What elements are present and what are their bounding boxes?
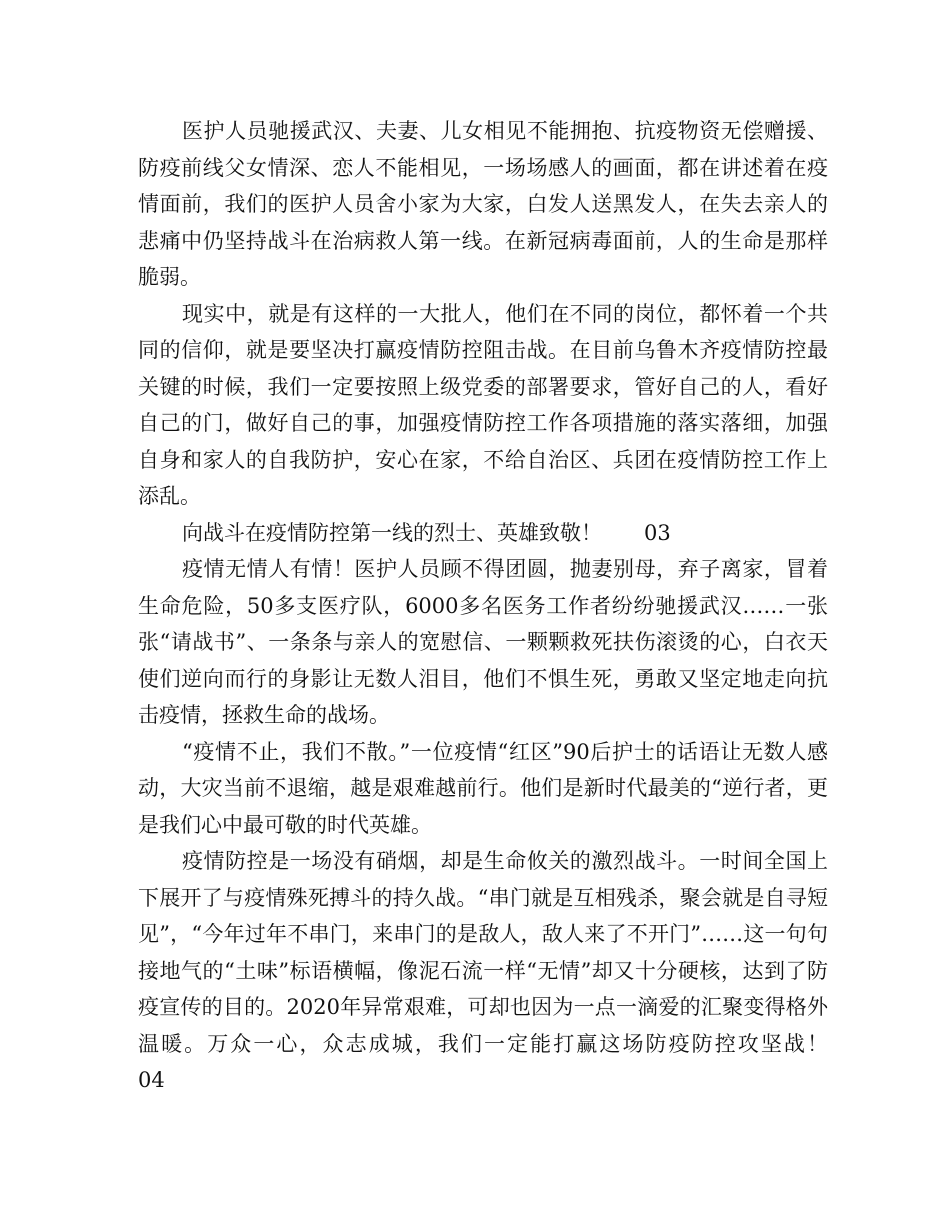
paragraph-nurse-quote: “疫情不止，我们不散。”一位疫情“红区”90后护士的话语让无数人感动，大灾当前不退缩，越是艰难越前行。他们是新时代最美的“逆行者，更是我们心中最可敬的时代英雄。 [138, 739, 828, 837]
paragraph-prevention-battle: 疫情防控是一场没有硝烟，却是生命攸关的激烈战斗。一时间全国上下展开了与疫情殊死搏斗的持久战。“串门就是互相残杀，聚会就是自寻短见”，“今年过年不串门，来串门的是敌人，敌人来了不开门”……这一句句接地气的“土味”标语横幅，像泥石流一样“无情”却又十分硬核，达到了防疫宣传的目的。2020年异常艰难，可却也因为一点一滴爱的汇聚变得格外温暖。万众一心，众志成城，我们一定能打赢这场防疫防控攻坚战！ 04 [138, 849, 870, 1092]
paragraph-medical-staff: 医护人员驰援武汉、夫妻、儿女相见不能拥抱、抗疫物资无偿赠援、防疫前线父女情深、恋人不能相见，一场场感人的画面，都在讲述着在疫情面前，我们的医护人员舍小家为大家，白发人送黑发人，在失去亲人的悲痛中仍坚持战斗在治病救人第一线。在新冠病毒面前，人的生命是那样脆弱。 [138, 119, 828, 289]
paragraph-heartfelt: 疫情无情人有情！医护人员顾不得团圆，抛妻别母，弃子离家，冒着生命危险，50多支医疗队，6000多名医务工作者纷纷驰援武汉……一张张“请战书”、一条条与亲人的宽慰信、一颗颗救死扶伤滚烫的心，白衣天使们逆向而行的身影让无数人泪目，他们不惧生死，勇敢又坚定地走向抗击疫情，拯救生命的战场。 [138, 557, 828, 727]
paragraph-reality: 现实中，就是有这样的一大批人，他们在不同的岗位，都怀着一个共同的信仰，就是要坚决打赢疫情防控阻击战。在目前乌鲁木齐疫情防控最关键的时候，我们一定要按照上级党委的部署要求，管好自己的人，看好自己的门，做好自己的事，加强疫情防控工作各项措施的落实落细，加强自身和家人的自我防护，安心在家，不给自治区、兵团在疫情防控工作上添乱。 [138, 301, 828, 508]
document-body [138, 113, 870, 1099]
section-heading-03: 向战斗在疫情防控第一线的烈士、英雄致敬！ 03 [182, 520, 671, 545]
